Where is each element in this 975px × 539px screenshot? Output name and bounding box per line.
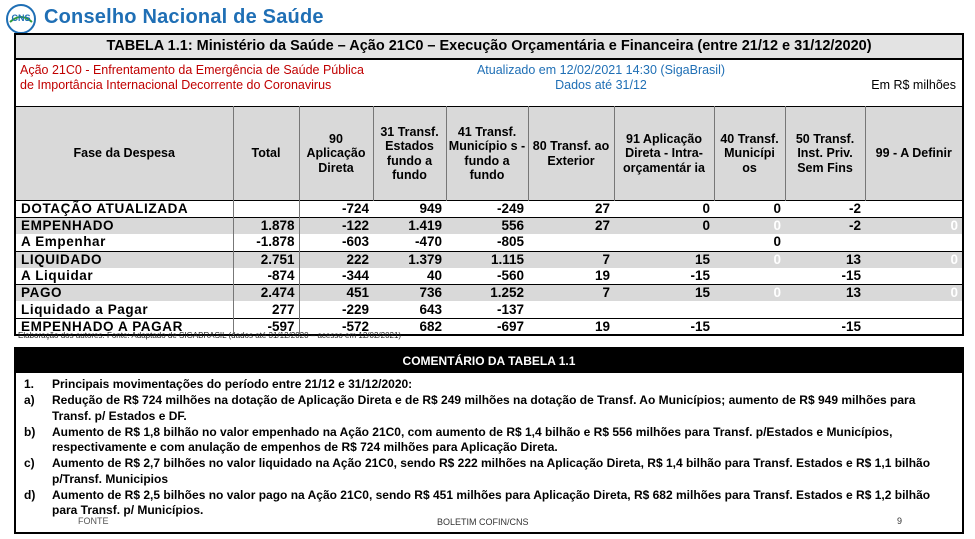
- table-cell: -249: [446, 201, 528, 218]
- table-cell: -122: [299, 218, 373, 235]
- table-cell: 451: [299, 285, 373, 302]
- table-cell: [614, 301, 714, 318]
- table-cell: 1.252: [446, 285, 528, 302]
- table-cell: 13: [785, 251, 865, 268]
- table-cell: -724: [299, 201, 373, 218]
- row-label: Liquidado a Pagar: [16, 301, 233, 318]
- table-cell: [714, 301, 785, 318]
- table-cell: 0: [714, 218, 785, 235]
- column-header: Total: [233, 107, 299, 201]
- table-cell: -15: [690, 268, 710, 284]
- table-cell: 27: [528, 218, 614, 235]
- table-cell: -697: [446, 318, 528, 335]
- table-cell: [528, 301, 614, 318]
- table-title: TABELA 1.1: Ministério da Saúde – Ação 21C0 – Execução Orçamentária e Financeira (entre 21/12 e 31/12/2020): [16, 35, 962, 60]
- table-cell: -603: [341, 234, 369, 250]
- table-cell: -137: [496, 301, 524, 317]
- row-label: A Liquidar: [16, 268, 233, 285]
- brand-name: Conselho Nacional de Saúde: [44, 6, 324, 28]
- column-header: 41 Transf. Município s - fundo a fundo: [446, 107, 528, 201]
- column-header: 31 Transf. Estados fundo a fundo: [373, 107, 446, 201]
- table-cell: 1.419: [373, 218, 446, 235]
- table-cell: 27: [528, 201, 614, 218]
- table-cell: 7: [528, 285, 614, 302]
- column-header: Fase da Despesa: [16, 107, 233, 201]
- row-label: EMPENHADO A PAGAR: [16, 318, 233, 335]
- cns-logo: [6, 4, 36, 34]
- table-cell: [865, 318, 962, 335]
- table-row: [16, 251, 962, 268]
- updated-line: Atualizado em 12/02/2021 14:30 (SigaBrasil): [476, 63, 726, 77]
- table-cell: [528, 234, 614, 251]
- footer-left: FONTE: [78, 516, 109, 526]
- table-cell: 0: [714, 285, 785, 302]
- table-cell: 1.379: [373, 251, 446, 268]
- action-description: Ação 21C0 - Enfrentamento da Emergência de Saúde Pública de Importância Internacional Decorrente do Coronavirus: [20, 63, 364, 92]
- table-cell: -15: [785, 318, 865, 335]
- table-cell: 0: [773, 234, 781, 250]
- table-cell: 643: [419, 301, 442, 317]
- table-cell: -470: [414, 234, 442, 250]
- table-cell: -344: [341, 268, 369, 284]
- table-row: [16, 234, 962, 251]
- column-header: 99 - A Definir: [865, 107, 962, 201]
- comment-text: Principais movimentações do período entre 21/12 e 31/12/2020:: [52, 377, 413, 391]
- table-cell: 556: [446, 218, 528, 235]
- header-row: [16, 107, 962, 201]
- table-cell: 0: [614, 218, 714, 235]
- unit-label: Em R$ milhões: [871, 78, 956, 92]
- table-cell: 0: [614, 201, 714, 218]
- comment-item: [24, 488, 954, 519]
- table-cell: -15: [841, 268, 861, 284]
- table-cell: -597: [233, 318, 299, 335]
- table-cell: 13: [785, 285, 865, 302]
- row-label: DOTAÇÃO ATUALIZADA: [16, 201, 233, 218]
- table-cell: [785, 301, 865, 318]
- table-cell: -572: [299, 318, 373, 335]
- table-cell: -805: [496, 234, 524, 250]
- table-cell: 0: [865, 251, 962, 268]
- table-cell: 222: [299, 251, 373, 268]
- table-cell: [714, 268, 785, 285]
- comment-text: Aumento de R$ 2,5 bilhões no valor pago na Ação 21C0, sendo R$ 451 milhões para Aplicação Direta, R$ 682 milhões para Transf. Estados e R$ 1,2 bilhão para Transf. p/ Municípios.: [52, 488, 931, 518]
- page-number: 9: [897, 516, 903, 526]
- table-cell: 0: [714, 251, 785, 268]
- table-cell: 2.751: [233, 251, 299, 268]
- comment-frame: [14, 347, 964, 534]
- table-cell: 15: [614, 251, 714, 268]
- table-cell: 19: [594, 268, 610, 284]
- comment-marker: b): [24, 424, 36, 439]
- table-cell: -560: [496, 268, 524, 284]
- table-cell: 7: [528, 251, 614, 268]
- comment-text: Aumento de R$ 2,7 bilhões no valor liquidado na Ação 21C0, sendo R$ 222 milhões na Aplicação Direta, R$ 1,4 bilhão para Transf. Estados e R$ 1,1 bilhão p/Transf. Municipios: [52, 456, 931, 486]
- comment-item: [24, 377, 954, 392]
- table-cell: -15: [614, 318, 714, 335]
- table-cell: 19: [528, 318, 614, 335]
- comment-item: [24, 456, 954, 487]
- table-cell: 0: [865, 285, 962, 302]
- comment-marker: c): [24, 456, 35, 471]
- table-cell: [865, 234, 962, 251]
- table-cell: [785, 234, 865, 251]
- table-cell: 2.474: [233, 285, 299, 302]
- table-cell: 949: [373, 201, 446, 218]
- comment-item: [24, 425, 954, 456]
- budget-table: [16, 106, 962, 335]
- table-cell: 0: [714, 201, 785, 218]
- table-cell: [865, 301, 962, 318]
- comment-marker: 1.: [24, 377, 35, 391]
- comment-text: Redução de R$ 724 milhões na dotação de Aplicação Direta e de R$ 249 milhões na dotação de Transf. Ao Municípios; aumento de R$ 949 milhões para Transf. p/ Estados e DF.: [52, 393, 916, 423]
- comment-marker: d): [24, 488, 36, 503]
- column-header: 91 Aplicação Direta - Intra- orçamentár ia: [614, 107, 714, 201]
- table-cell: 682: [373, 318, 446, 335]
- table-cell: [865, 268, 962, 285]
- table-row: [16, 218, 962, 235]
- row-label: EMPENHADO: [16, 218, 233, 235]
- row-label: PAGO: [16, 285, 233, 302]
- table-cell: -1.878: [233, 234, 299, 251]
- table-cell: 736: [373, 285, 446, 302]
- comment-marker: a): [24, 393, 35, 408]
- column-header: 90 Aplicação Direta: [299, 107, 373, 201]
- table-cell: [714, 318, 785, 335]
- data-until-line: Dados até 31/12: [555, 78, 647, 92]
- table-source: Elaboração dos autores. Fonte: Adaptado de SIGABRASIL (dados até 31/12/2020 – acesso em 12/02/2021): [18, 331, 402, 340]
- table-row: [16, 201, 962, 218]
- table-subheader: [16, 60, 962, 106]
- column-header: 40 Transf. Municípi os: [714, 107, 785, 201]
- column-header: 80 Transf. ao Exterior: [528, 107, 614, 201]
- table-row: [16, 268, 962, 285]
- table-row: [16, 285, 962, 302]
- table-cell: [865, 201, 962, 218]
- table-cell: 0: [865, 218, 962, 235]
- comment-item: [24, 393, 954, 424]
- update-info: [456, 63, 746, 93]
- table-cell: 15: [614, 285, 714, 302]
- table-cell: -229: [341, 301, 369, 317]
- table-cell: -2: [785, 201, 865, 218]
- comment-body: [16, 373, 962, 519]
- row-label: LIQUIDADO: [16, 251, 233, 268]
- table-cell: -2: [785, 218, 865, 235]
- footer-center: BOLETIM COFIN/CNS: [437, 517, 529, 527]
- table-row: [16, 301, 962, 318]
- table-frame: [14, 33, 964, 336]
- table-cell: 277: [233, 301, 299, 318]
- table-cell: 1.115: [446, 251, 528, 268]
- table-cell: -874: [233, 268, 299, 285]
- row-label: A Empenhar: [16, 234, 233, 251]
- comment-text: Aumento de R$ 1,8 bilhão no valor empenhado na Ação 21C0, com aumento de R$ 1,4 bilhão e R$ 556 milhões para Transf. p/Estados e Municípios, respectivamente e com anulação de empenhos de R$ 724 milhões para Aplicação Direta.: [52, 424, 893, 455]
- table-cell: 1.878: [233, 218, 299, 235]
- svg-text:CNS: CNS: [11, 13, 31, 23]
- comment-title: COMENTÁRIO DA TABELA 1.1: [16, 349, 962, 373]
- column-header: 50 Transf. Inst. Priv. Sem Fins: [785, 107, 865, 201]
- table-cell: 40: [426, 268, 442, 284]
- table-cell: [233, 201, 299, 218]
- table-cell: [614, 234, 714, 251]
